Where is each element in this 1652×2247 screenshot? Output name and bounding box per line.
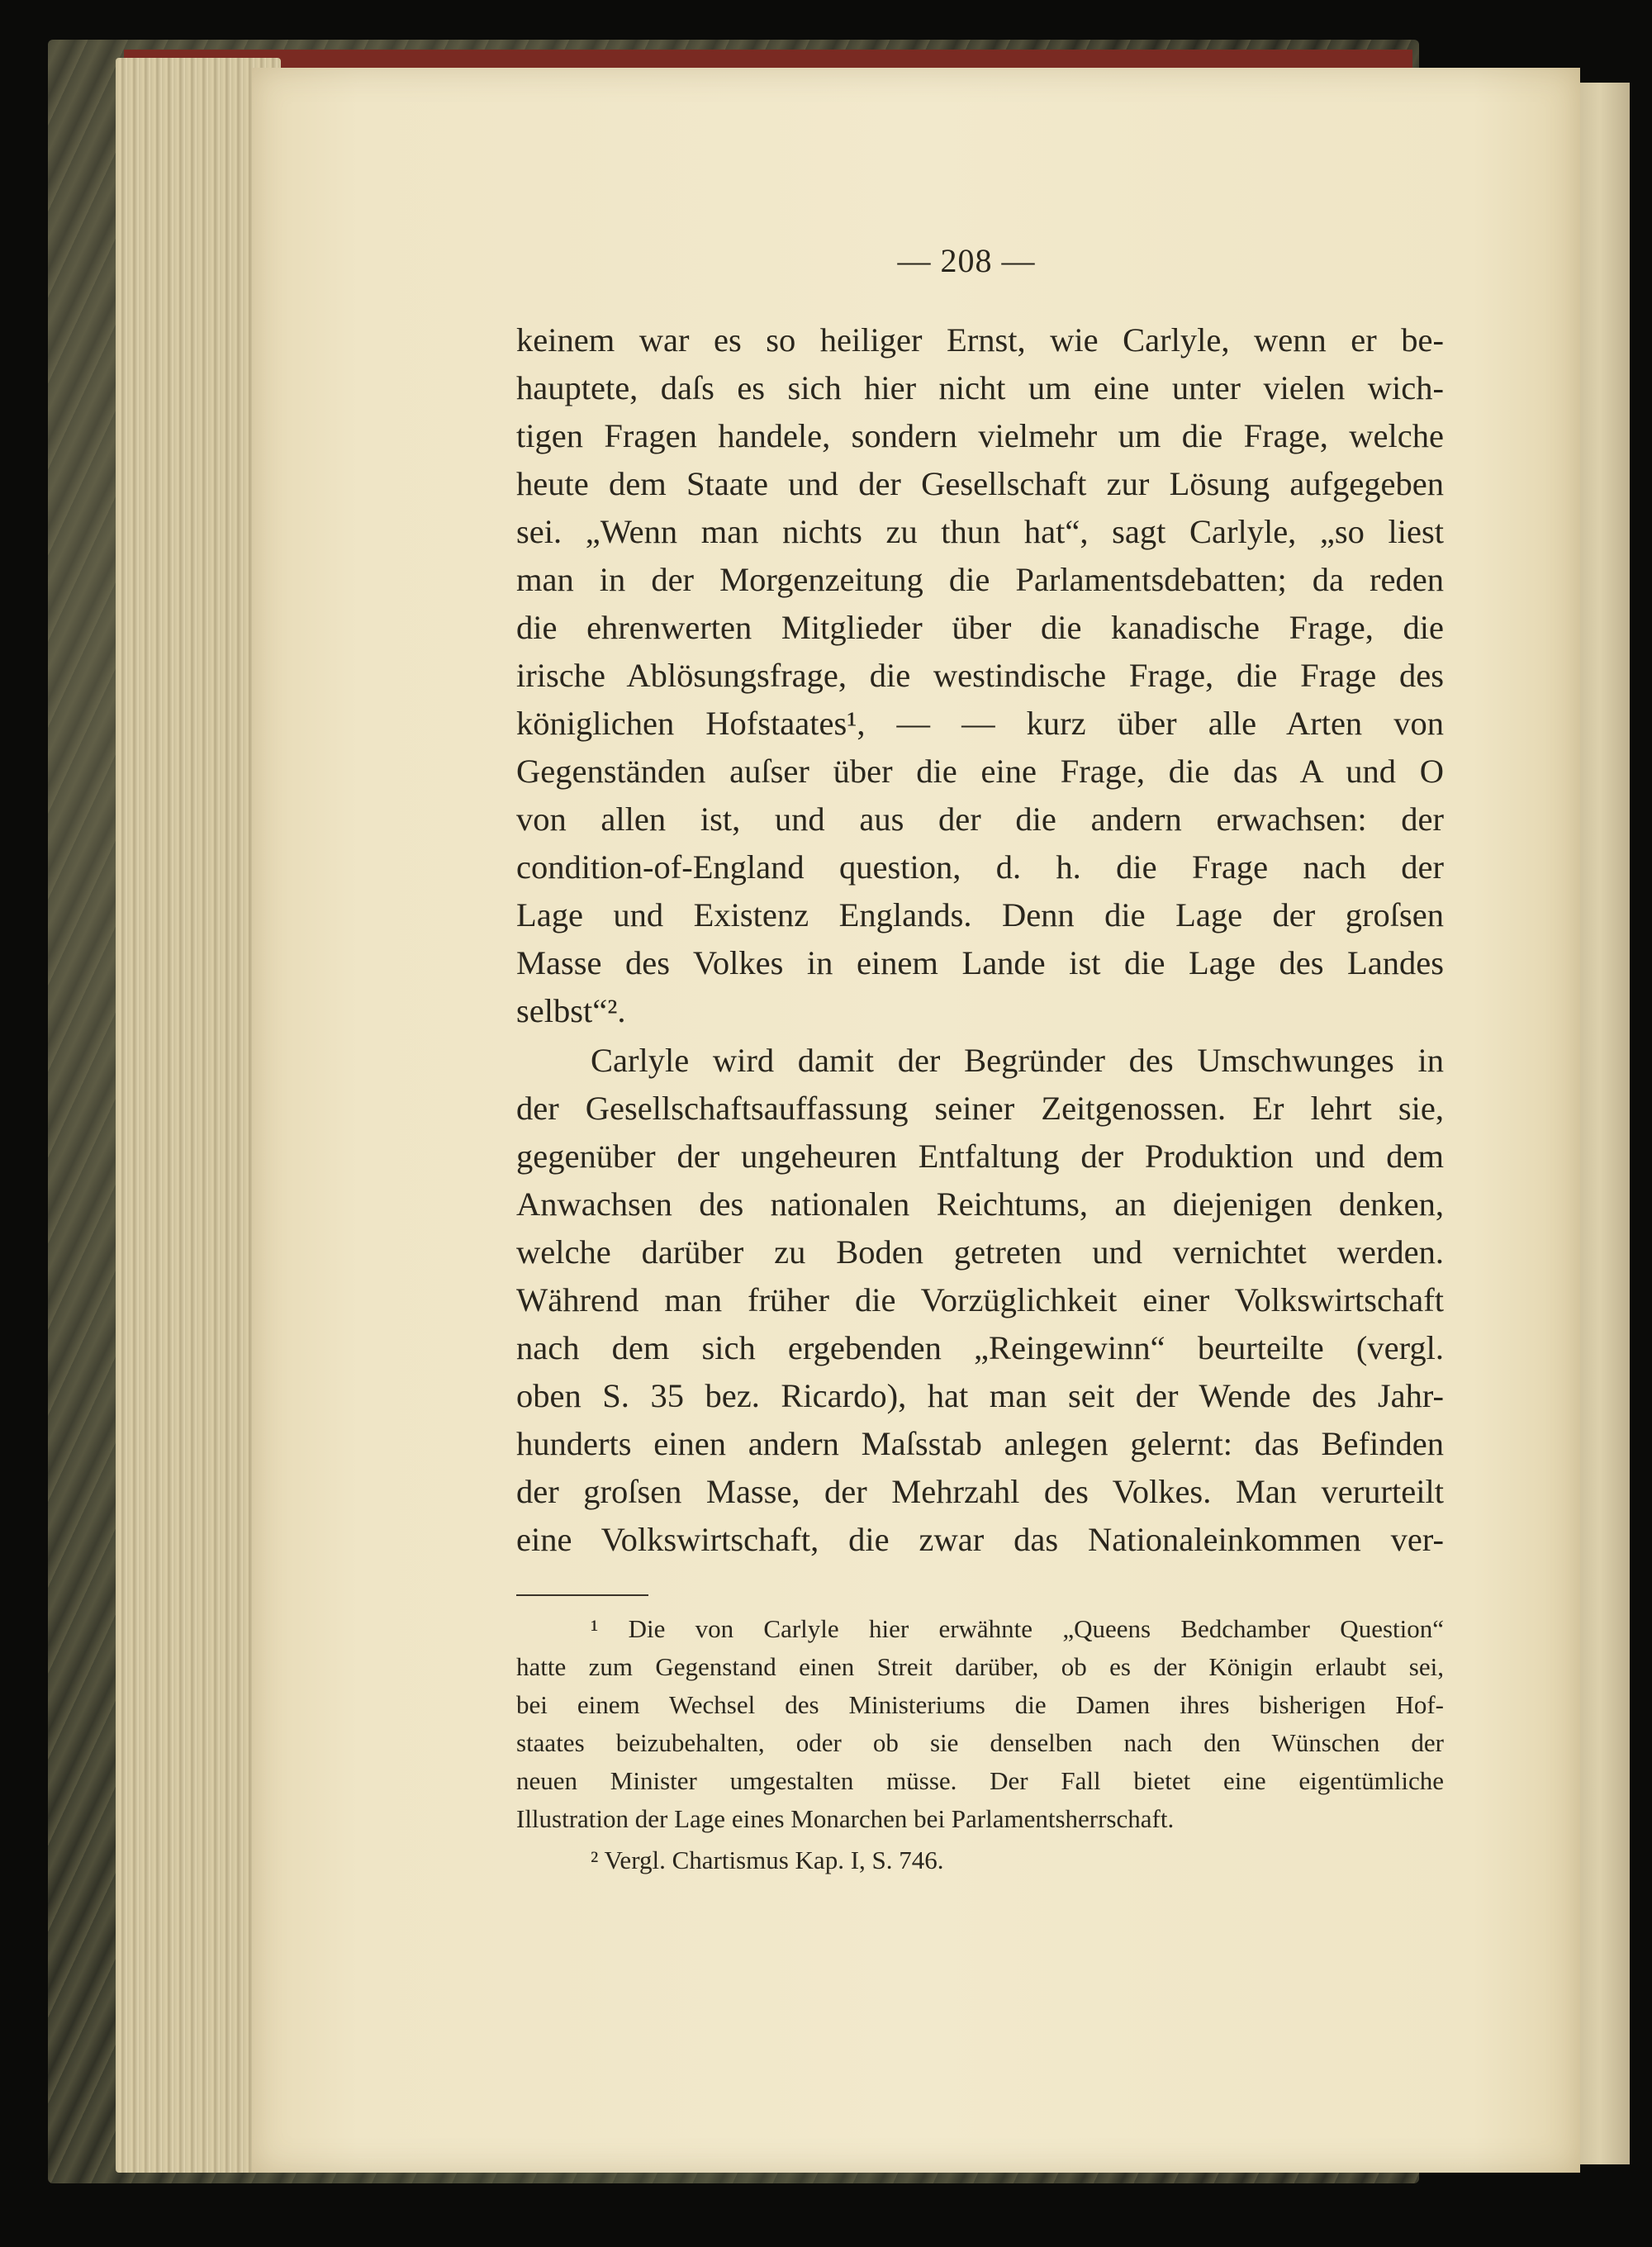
page-number: — 208 — <box>897 242 1036 279</box>
footnote-line: hatte zum Gegenstand einen Streit darüber, ob es der Königin erlaubt sei, <box>516 1652 1444 1681</box>
body-line: die ehrenwerten Mitglieder über die kanadische Frage, die <box>516 609 1444 646</box>
body-line: oben S. 35 bez. Ricardo), hat man seit der Wende des Jahr- <box>516 1377 1444 1414</box>
body-line: Gegenständen auſser über die eine Frage, die das A und O <box>516 753 1444 790</box>
body-line: sei. „Wenn man nichts zu thun hat“, sagt Carlyle, „so liest <box>516 513 1444 550</box>
body-line: Carlyle wird damit der Begründer des Umschwunges in <box>591 1042 1444 1079</box>
body-line: condition-of-England question, d. h. die Frage nach der <box>516 848 1444 886</box>
body-line: heute dem Staate und der Gesellschaft zur Lösung aufgegeben <box>516 465 1444 502</box>
footnote-line: ² Vergl. Chartismus Kap. I, S. 746. <box>591 1846 944 1874</box>
facing-page-edge <box>1580 83 1630 2164</box>
footnote-line: ¹ Die von Carlyle hier erwähnte „Queens Bedchamber Question“ <box>591 1614 1444 1643</box>
body-line: hunderts einen andern Maſsstab anlegen gelernt: das Befinden <box>516 1425 1444 1462</box>
body-line: irische Ablösungsfrage, die westindische Frage, die Frage des <box>516 657 1444 694</box>
footnote-line: bei einem Wechsel des Ministeriums die Damen ihres bisherigen Hof- <box>516 1690 1444 1719</box>
body-line: man in der Morgenzeitung die Parlamentsdebatten; da reden <box>516 561 1444 598</box>
body-line: tigen Fragen handele, sondern vielmehr um die Frage, welche <box>516 417 1444 454</box>
footnote-rule <box>516 1594 648 1596</box>
body-line: gegenüber der ungeheuren Entfaltung der Produktion und dem <box>516 1138 1444 1175</box>
body-line: welche darüber zu Boden getreten und vernichtet werden. <box>516 1233 1444 1271</box>
body-line: von allen ist, und aus der die andern erwachsen: der <box>516 800 1444 838</box>
body-line: eine Volkswirtschaft, die zwar das Nationaleinkommen ver- <box>516 1521 1444 1558</box>
body-line: königlichen Hofstaates¹, — — kurz über alle Arten von <box>516 705 1444 742</box>
body-line: hauptete, daſs es sich hier nicht um eine unter vielen wich- <box>516 369 1444 406</box>
body-line: der Gesellschaftsauffassung seiner Zeitgenossen. Er lehrt sie, <box>516 1090 1444 1127</box>
body-line: Anwachsen des nationalen Reichtums, an diejenigen denken, <box>516 1185 1444 1223</box>
footnote-line: staates beizubehalten, oder ob sie denselben nach den Wünschen der <box>516 1728 1444 1757</box>
footnote-line: Illustration der Lage eines Monarchen bei Parlamentsherrschaft. <box>516 1804 1175 1833</box>
body-line: Masse des Volkes in einem Lande ist die Lage des Landes <box>516 944 1444 981</box>
footnote-line: neuen Minister umgestalten müsse. Der Fall bietet eine eigentümliche <box>516 1766 1444 1795</box>
body-line: keinem war es so heiliger Ernst, wie Carlyle, wenn er be- <box>516 321 1444 359</box>
body-line: Lage und Existenz Englands. Denn die Lage der groſsen <box>516 896 1444 933</box>
body-line: Während man früher die Vorzüglichkeit einer Volkswirtschaft <box>516 1281 1444 1318</box>
body-line: der groſsen Masse, der Mehrzahl des Volkes. Man verurteilt <box>516 1473 1444 1510</box>
body-line: selbst“². <box>516 992 626 1029</box>
body-line: nach dem sich ergebenden „Reingewinn“ beurteilte (vergl. <box>516 1329 1444 1366</box>
